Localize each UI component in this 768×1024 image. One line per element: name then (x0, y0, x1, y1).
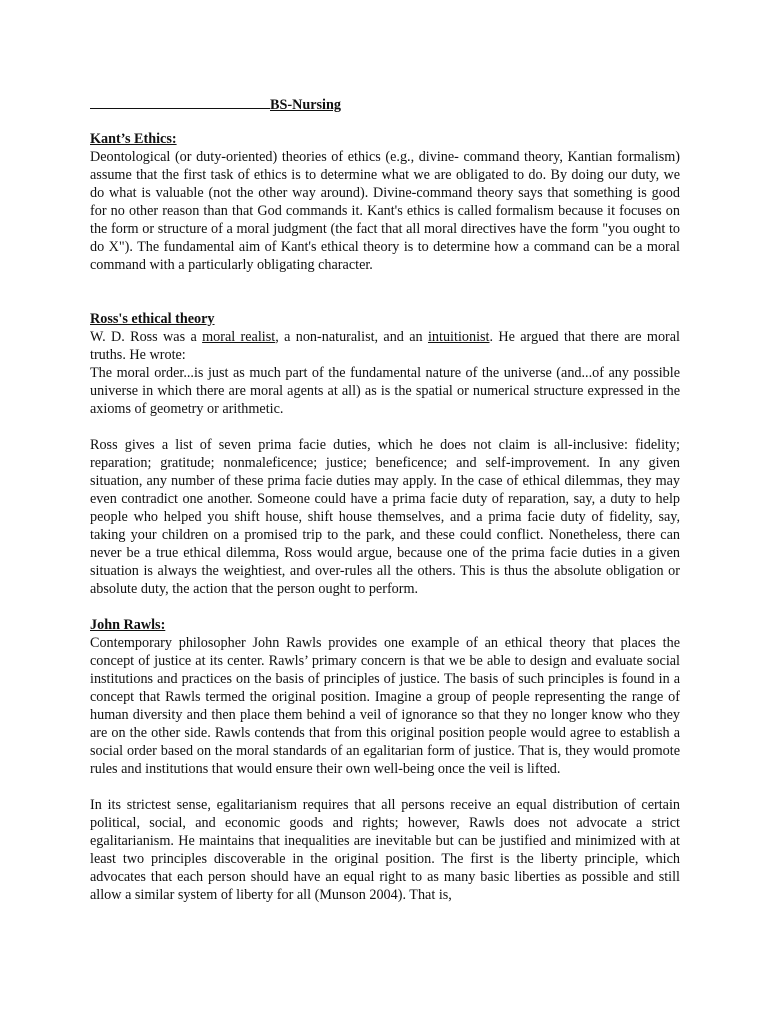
paragraph-spacer (90, 418, 680, 436)
section-spacer (90, 274, 680, 310)
kant-heading: Kant’s Ethics: (90, 131, 177, 147)
ross-duties-paragraph: Ross gives a list of seven prima facie duties, which he does not claim is all-inclusive: fidelity; reparation; gratitude; nonmaleficence; justice; beneficence; and self-improvement. In any given situation, any number of these prima facie duties may apply. In the case of ethical dilemmas, they may even contradict one another. Someone could have a prima facie duty of reparation, say, a duty to help people who helped you shift house, shift house themselves, and a prima facie duty of fidelity, say, taking your children on a promised trip to the park, and these could conflict. Nonetheless, there can never be a true ethical dilemma, Ross would argue, because one of the prima facie duties in a given situation is always the weightiest, and over-rules all the others. This is thus the absolute obligation or absolute duty, the action that the person ought to perform. (90, 437, 680, 597)
rawls-paragraph-1: Contemporary philosopher John Rawls provides one example of an ethical theory that places the concept of justice at its center. Rawls’ primary concern is that we be able to design and evaluate social institutions and practices on the basis of principles of justice. The basis of such principles is found in a concept that Rawls termed the original position. Imagine a group of people representing the range of human diversity and then place them behind a veil of ignorance so that they no longer know who they are on the other side. Rawls contends that from this original position people would agree to establish a social order based on the moral standards of an egalitarian form of justice. That is, they would promote rules and institutions that would ensure their own well-being once the veil is lifted. (90, 635, 680, 777)
rawls-heading: John Rawls: (90, 617, 166, 633)
paragraph-spacer (90, 778, 680, 796)
rawls-section (90, 616, 680, 904)
ross-intro-paragraph (90, 328, 680, 364)
kant-section (90, 130, 680, 274)
title-underline-rule (90, 96, 270, 109)
ross-heading: Ross's ethical theory (90, 311, 215, 327)
section-spacer (90, 598, 680, 616)
document-title: BS-Nursing (270, 97, 341, 113)
kant-paragraph: Deontological (or duty-oriented) theories of ethics (e.g., divine- command theory, Kantian formalism) assume that the first task of ethics is to determine what we are obligated to do. By doing our duty, we do what is valuable (not the other way around). Divine-command theory says that something is good for no other reason than that God commands it. Kant's ethics is called formalism because it focuses on the form or structure of a moral judgment (the fact that all moral directives have the form "you ought to do X"). The fundamental aim of Kant's ethical theory is to determine how a command can be a moral command with a particularly obligating character. (90, 149, 680, 273)
ross-quote: The moral order...is just as much part of the fundamental nature of the universe (and...of any possible universe in which there are moral agents at all) as is the spatial or numerical structure expressed in the axioms of geometry or arithmetic. (90, 365, 680, 417)
ross-intro-text-a: W. D. Ross was a (90, 329, 203, 345)
rawls-paragraph-2: In its strictest sense, egalitarianism requires that all persons receive an equal distribution of certain political, social, and economic goods and rights; however, Rawls does not advocate a strict egalitarianism. He maintains that inequalities are inevitable but can be justified and minimized with at least two principles discoverable in the original position. The first is the liberty principle, which advocates that each person should have an equal right to as many basic liberties as possible and still allow a similar system of liberty for all (Munson 2004). That is, (90, 797, 680, 903)
document-page (90, 96, 680, 904)
moral-realist-link[interactable]: moral realist (202, 329, 276, 345)
ross-intro-text-b: , a non-naturalist, and an (275, 329, 428, 345)
ross-section (90, 310, 680, 598)
ross-intro-text-c: . He argued that there are moral truths. He wrote: (90, 329, 680, 363)
document-header (90, 96, 680, 114)
intuitionist-link[interactable]: intuitionist (427, 329, 490, 345)
